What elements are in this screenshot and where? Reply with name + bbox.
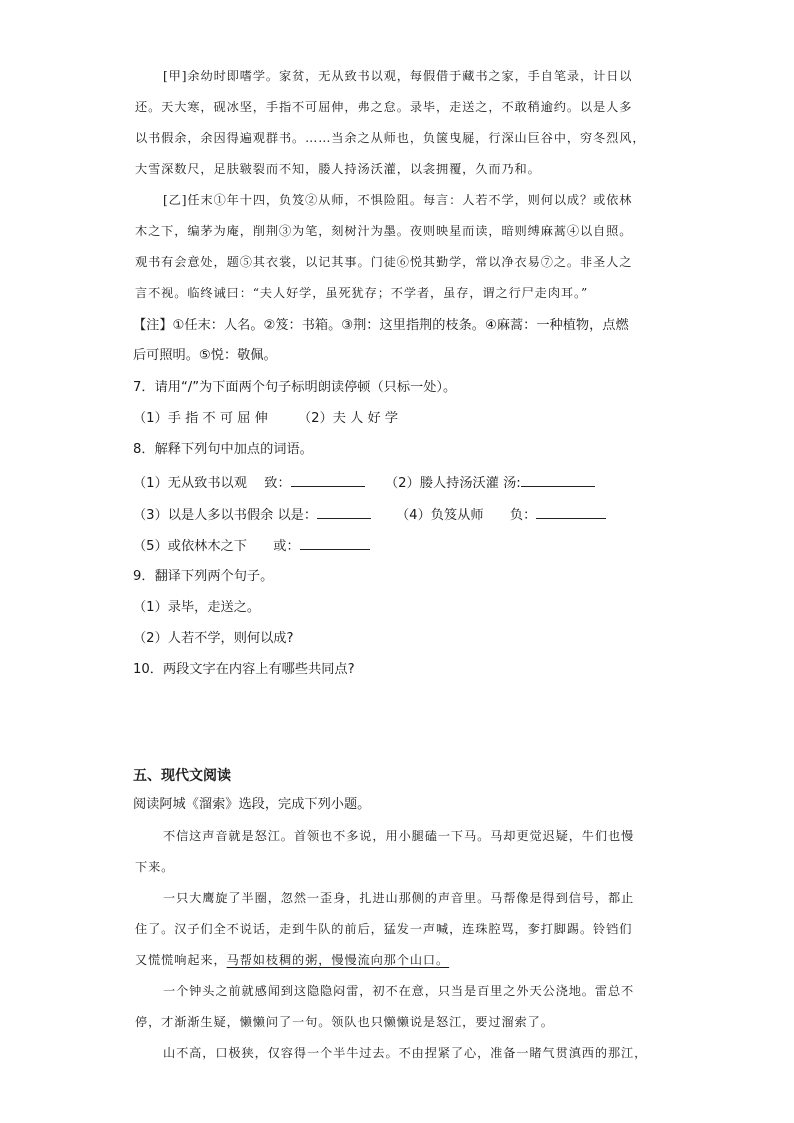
underlined-sentence: 马帮如枝稠的粥，慢慢流向那个山口。 [226,953,450,967]
modern-p3-line-1: 一个钟头之前就感闻到这隐隐闷雷，初不在意，只当是百里之外天公浇地。雷总不 [163,984,635,998]
modern-p2-line-1: 一只大鹰旋了半圈，忽然一歪身，扎进山那侧的声音里。马帮像是得到信号，都止 [163,891,635,905]
modern-p1-line-1: 不信这声音就是怒江。首领也不多说，用小腿磕一下马。马却更觉迟疑，牛们也慢 [163,829,635,843]
q7-item-1: （1）手 指 不 可 屈 伸 [133,411,268,426]
q8-stem: 8．解释下列句中加点的词语。 [133,442,313,457]
modern-p1-line-2: 下来。 [135,860,175,874]
section-heading: 五、现代文阅读 [133,768,231,784]
passage-jia-line-4: 大雪深数尺，足肤皲裂而不知，媵人持汤沃灌，以衾拥覆，久而乃和。 [135,162,541,176]
q7-stem: 7．请用“/”为下面两个句子标明朗读停顿（只标一处）。 [133,380,457,395]
q9-item-1: （1）录毕，走送之。 [133,600,261,615]
q8-item-1-text: （1）无从致书以观 致： [133,476,291,491]
modern-p2-line-3-text: 又慌慌响起来， [135,953,227,967]
q8-item-2-text: （2）媵人持汤沃灌 汤: [385,476,521,491]
section-intro: 阅读阿城《溜索》选段，完成下列小题。 [133,797,371,812]
q8-answer-blank-3[interactable] [317,504,371,519]
q8-answer-blank-2[interactable] [521,472,595,487]
passage-yi-line-4: 言不视。临终诫曰：“夫人好学，虽死犹存；不学者，虽存，谓之行尸走肉耳。” [135,286,589,300]
passage-yi-line-1: [乙]任末①年十四，负笈②从师，不惧险阻。每言：人若不学，则何以成？或依林 [163,193,633,207]
q8-item-2 [385,472,595,494]
q9-stem: 9．翻译下列两个句子。 [133,569,274,584]
passage-yi-line-2: 木之下，编茅为庵，削荆③为笔，刻树汁为墨。夜则映星而读，暗则缚麻蒿④以自照。 [135,224,633,238]
q8-item-1 [133,472,365,494]
q8-item-3 [133,504,371,526]
modern-p3-line-2: 停，才渐渐生疑，懒懒问了一句。领队也只懒懒说是怒江，要过溜索了。 [135,1015,554,1029]
passage-jia-line-2: 还。天大寒，砚冰坚，手指不可屈伸，弗之怠。录毕，走送之，不敢稍逾约。以是人多 [135,100,633,114]
passage-jia-line-3: 以书假余，余因得遍观群书。……当余之从师也，负箧曳屣，行深山巨谷中，穷冬烈风， [135,131,646,145]
modern-p4-line-1: 山不高，口极狭，仅容得一个半牛过去。不由捏紧了心，准备一睹气贯滇西的那江， [163,1046,648,1060]
q8-item-4-text: （4）负笈从师 负： [396,508,537,523]
notes-line-1: 【注】①任末：人名。②笈：书箱。③荆：这里指荆的枝条。④麻蒿：一种植物，点燃 [133,318,629,333]
q8-answer-blank-4[interactable] [536,504,606,519]
passage-yi-line-3: 观书有会意处，题⑤其衣裳，以记其事。门徒⑥悦其勤学，常以净衣易⑦之。非圣人之 [135,255,633,269]
q8-answer-blank-1[interactable] [291,472,365,487]
q10-stem: 10．两段文字在内容上有哪些共同点? [133,662,355,677]
notes-line-2: 后可照明。⑤悦：敬佩。 [133,348,277,363]
passage-jia-line-1: [甲]余幼时即嗜学。家贫，无从致书以观，每假借于藏书之家，手自笔录，计日以 [163,69,633,83]
q9-item-2: （2）人若不学，则何以成? [133,631,294,646]
q8-item-4 [396,504,606,526]
modern-p2-line-3 [135,950,449,970]
q7-item-2: （2）夫 人 好 学 [298,411,399,426]
q8-answer-blank-5[interactable] [300,535,370,550]
q8-item-5 [133,535,370,557]
modern-p2-line-2: 住了。汉子们全不说话，走到牛队的前后，猛发一声喊，连珠腔骂，奓打脚踢。铃铛们 [135,922,633,936]
q8-item-3-text: （3）以是人多以书假余 以是： [133,508,318,523]
q8-item-5-text: （5）或依林木之下 或： [133,539,300,554]
